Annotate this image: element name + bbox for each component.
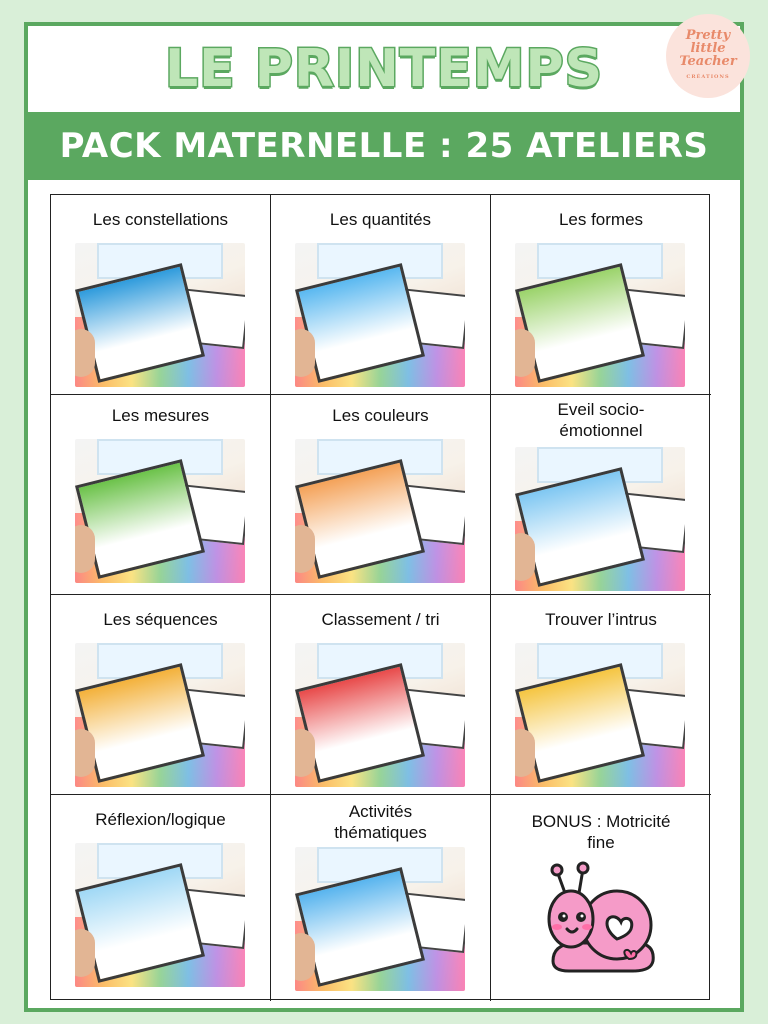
hand (75, 729, 95, 777)
hand (515, 533, 535, 581)
emotions-card-photo (515, 447, 685, 591)
logo-line-1: Pretty (685, 27, 731, 43)
atelier-cell (491, 195, 711, 395)
hand (75, 525, 95, 573)
cloud-card-photo (295, 243, 465, 387)
atelier-cell (271, 395, 491, 595)
atelier-label: Les constellations (92, 210, 229, 229)
atelier-cell (491, 795, 711, 1001)
brand-logo (666, 14, 750, 98)
atelier-cell (271, 795, 491, 1001)
atelier-label: Les séquences (103, 610, 218, 629)
subtitle-banner (28, 112, 740, 180)
flower-pot-card-photo (295, 439, 465, 583)
atelier-cell (51, 595, 271, 795)
hand (295, 329, 315, 377)
atelier-cell (271, 195, 491, 395)
atelier-cell (491, 595, 711, 795)
hand (295, 729, 315, 777)
hand (75, 329, 95, 377)
logo-subtitle: CRÉATIONS (686, 73, 730, 80)
hand (515, 329, 535, 377)
shapes-card-photo (515, 243, 685, 387)
atelier-label: Classement / tri (321, 610, 440, 629)
atelier-cell (491, 395, 711, 595)
atelier-cell (51, 395, 271, 595)
sorting-card-photo (295, 643, 465, 787)
odd-one-out-card-photo (515, 643, 685, 787)
caterpillar-card-photo (75, 439, 245, 583)
atelier-label: Les mesures (111, 406, 210, 425)
atelier-cell (51, 195, 271, 395)
logo-line-2: little (690, 40, 726, 56)
hand (295, 525, 315, 573)
atelier-label: Trouver l’intrus (545, 610, 657, 629)
atelier-cell (51, 795, 271, 1001)
atelier-label: Activités thématiques (334, 802, 427, 842)
ateliers-grid (50, 194, 710, 1000)
hand (515, 729, 535, 777)
logo-line-3: Teacher (679, 53, 737, 69)
atelier-label: Eveil socio-émotionnel (557, 400, 645, 440)
atelier-label: Les couleurs (332, 406, 429, 425)
atelier-label: BONUS : Motricité fine (531, 812, 671, 852)
atelier-label: Réflexion/logique (95, 810, 226, 829)
theme-card-photo (295, 847, 465, 991)
title-area (28, 26, 740, 112)
hand (295, 933, 315, 981)
atelier-label: Les formes (558, 210, 644, 229)
logic-card-photo (75, 843, 245, 987)
page-title: LE PRINTEMPS (164, 39, 604, 99)
atelier-label: Les quantités (329, 210, 432, 229)
ladybug-card-photo (75, 643, 245, 787)
hand (75, 929, 95, 977)
snail-icon (543, 861, 663, 981)
rainbow-card-photo (75, 243, 245, 387)
page-subtitle: PACK MATERNELLE : 25 ATELIERS (59, 126, 709, 166)
atelier-cell (271, 595, 491, 795)
